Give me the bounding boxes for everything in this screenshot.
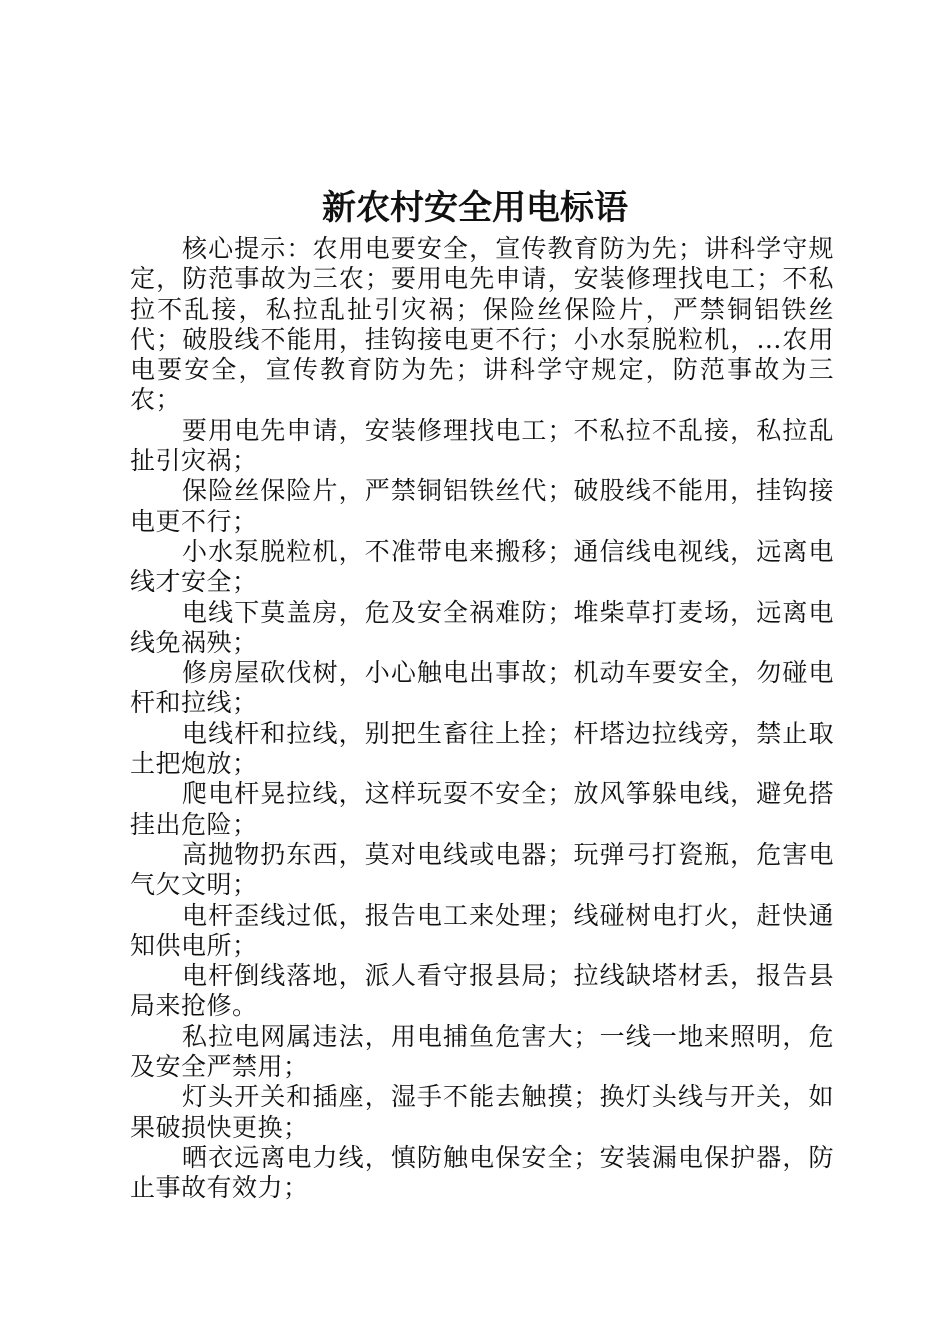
paragraph: 高抛物扔东西，莫对电线或电器；玩弹弓打瓷瓶，危害电气欠文明； — [130, 839, 834, 900]
paragraph: 灯头开关和插座，湿手不能去触摸；换灯头线与开关，如果破损快更换； — [130, 1082, 834, 1142]
paragraph: 小水泵脱粒机，不准带电来搬移；通信线电视线，远离电线才安全； — [130, 536, 834, 597]
document-body — [130, 234, 834, 1204]
paragraph: 要用电先申请，安装修理找电工；不私拉不乱接，私拉乱扯引灾祸； — [130, 415, 834, 476]
document-title: 新农村安全用电标语 — [322, 188, 628, 228]
paragraph: 电杆歪线过低，报告电工来处理；线碰树电打火，赶快通知供电所； — [130, 900, 834, 960]
paragraph: 电线下莫盖房，危及安全祸难防；堆柴草打麦场，远离电线免祸殃； — [130, 597, 834, 657]
paragraph: 保险丝保险片，严禁铜铝铁丝代；破股线不能用，挂钩接电更不行； — [130, 476, 834, 536]
paragraph: 电线杆和拉线，别把生畜往上拴；杆塔边拉线旁，禁止取土把炮放； — [130, 718, 834, 779]
paragraph: 核心提示：农用电要安全，宣传教育防为先；讲科学守规定，防范事故为三农；要用电先申请，安装修理找电工；不私拉不乱接，私拉乱扯引灾祸；保险丝保险片，严禁铜铝铁丝代；破股线不能用，挂钩接电更不行；小水泵脱粒机，...农用电要安全，宣传教育防为先；讲科学守规定，防范事故为三农； — [130, 234, 834, 415]
paragraph: 修房屋砍伐树，小心触电出事故；机动车要安全，勿碰电杆和拉线； — [130, 658, 834, 718]
paragraph: 晒衣远离电力线，慎防触电保安全；安装漏电保护器，防止事故有效力； — [130, 1142, 834, 1203]
paragraph: 私拉电网属违法，用电捕鱼危害大；一线一地来照明，危及安全严禁用； — [130, 1021, 834, 1082]
paragraph: 电杆倒线落地，派人看守报县局；拉线缺塔材丢，报告县局来抢修。 — [130, 961, 834, 1021]
paragraph: 爬电杆晃拉线，这样玩耍不安全；放风筝躲电线，避免搭挂出危险； — [130, 779, 834, 839]
